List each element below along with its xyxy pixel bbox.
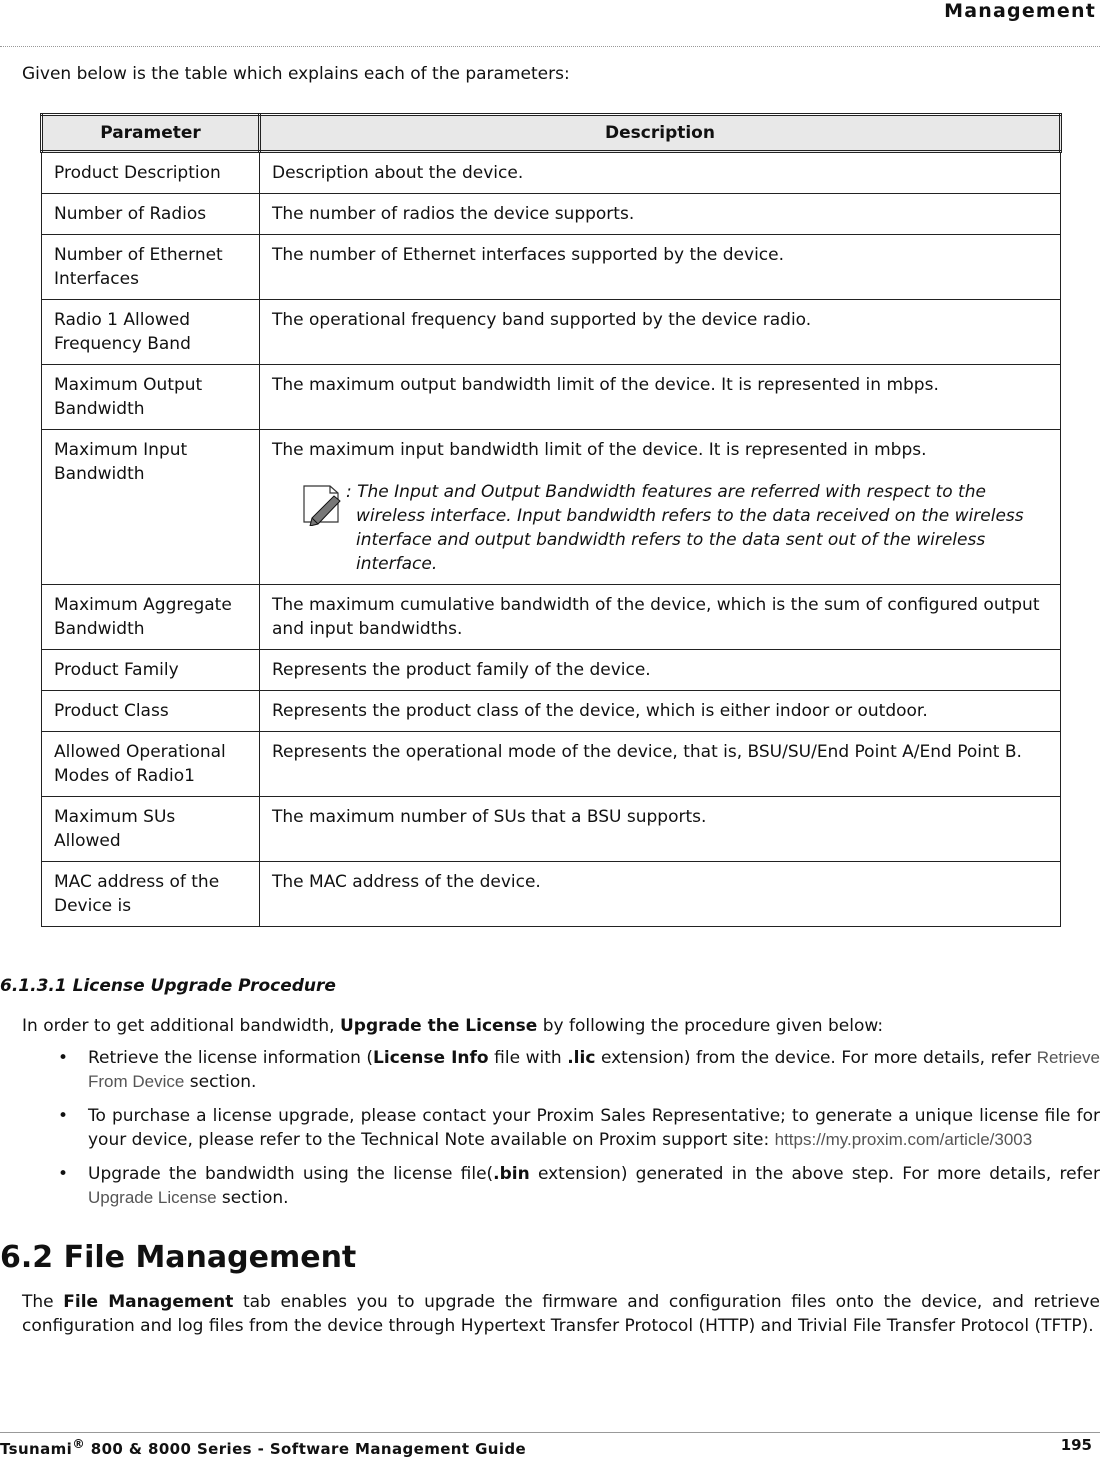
desc-cell: The maximum output bandwidth limit of the device. It is represented in mbps. (260, 365, 1061, 430)
item-text: section. (184, 1072, 257, 1092)
desc-cell: The maximum number of SUs that a BSU supports. (260, 797, 1061, 862)
item-text: To purchase a license upgrade, please contact your Proxim Sales Representative; to generate a unique license file for your device, please refer to the Technical Note available on Proxim support site: (88, 1106, 1100, 1150)
desc-cell: The maximum cumulative bandwidth of the device, which is the sum of configured output and input bandwidths. (260, 585, 1061, 650)
desc-cell: Represents the operational mode of the device, that is, BSU/SU/End Point A/End Point B. (260, 732, 1061, 797)
footer-title (0, 1436, 526, 1458)
para-text: tab enables you to upgrade the firmware and configuration files onto the device, and retrieve configuration and log files from the device through Hypertext Transfer Protocol (HTTP) and Trivial File Transfer Protocol (TFTP). (22, 1292, 1100, 1336)
param-cell: Radio 1 Allowed Frequency Band (42, 300, 260, 365)
table-row (42, 650, 1061, 691)
section-intro (22, 1016, 883, 1036)
item-text: extension) from the device. For more details, refer (595, 1048, 1037, 1068)
intro-bold-part: Upgrade the License (340, 1016, 538, 1036)
retrieve-from-device-link[interactable]: Retrieve From Device (88, 1048, 1100, 1091)
note-block (272, 480, 1048, 576)
table-header-row (42, 115, 1061, 152)
item-bold: License Info (373, 1048, 489, 1068)
footer-rule (0, 1432, 1100, 1433)
desc-cell: Represents the product family of the device. (260, 650, 1061, 691)
bullet: • (58, 1106, 69, 1126)
file-management-paragraph (22, 1290, 1100, 1338)
parameters-table (40, 113, 1062, 927)
desc-cell (260, 430, 1061, 585)
desc-text: The maximum input bandwidth limit of the device. It is represented in mbps. (272, 440, 927, 460)
column-header-parameter: Parameter (42, 115, 260, 152)
desc-cell: The number of radios the device supports. (260, 194, 1061, 235)
param-cell: Maximum SUs Allowed (42, 797, 260, 862)
desc-cell: The operational frequency band supported by the device radio. (260, 300, 1061, 365)
list-item (22, 1046, 1100, 1094)
param-cell: Product Class (42, 691, 260, 732)
item-bold: .lic (567, 1048, 596, 1068)
item-text: extension) generated in the above step. For more details, refer (529, 1164, 1100, 1184)
param-cell: Maximum Output Bandwidth (42, 365, 260, 430)
page-number: 195 (1060, 1436, 1092, 1454)
desc-cell: Represents the product class of the device, which is either indoor or outdoor. (260, 691, 1061, 732)
upgrade-license-link[interactable]: Upgrade License (88, 1188, 217, 1207)
table-row (42, 585, 1061, 650)
list-item (22, 1162, 1100, 1210)
bullet: • (58, 1048, 69, 1068)
table-row (42, 152, 1061, 194)
item-text: file with (488, 1048, 568, 1068)
file-management-heading: 6.2 File Management (0, 1240, 357, 1275)
column-header-description: Description (260, 115, 1061, 152)
table-row (42, 300, 1061, 365)
para-text: The (22, 1292, 64, 1312)
table-row (42, 732, 1061, 797)
note-text: : The Input and Output Bandwidth features are referred with respect to the wireless interface. Input bandwidth refers to the data received on the wireless interface and output bandwidth refers to the data sent out of the wireless interface. (346, 482, 1024, 574)
table-row (42, 862, 1061, 927)
param-cell: MAC address of the Device is (42, 862, 260, 927)
procedure-list (22, 1046, 1100, 1220)
note-pencil-icon (296, 482, 344, 526)
intro-text-part: In order to get additional bandwidth, (22, 1016, 340, 1036)
param-cell: Product Description (42, 152, 260, 194)
table-row (42, 194, 1061, 235)
table-row (42, 235, 1061, 300)
footer-brand: Tsunami (0, 1440, 73, 1458)
proxim-support-link[interactable]: https://my.proxim.com/article/3003 (774, 1130, 1033, 1149)
param-cell: Allowed Operational Modes of Radio1 (42, 732, 260, 797)
table-row (42, 691, 1061, 732)
bullet: • (58, 1164, 69, 1184)
item-text: section. (216, 1188, 289, 1208)
registered-mark: ® (72, 1436, 86, 1451)
table-row (42, 797, 1061, 862)
item-text: Upgrade the bandwidth using the license file( (88, 1164, 494, 1184)
table-row (42, 365, 1061, 430)
item-text: Retrieve the license information ( (88, 1048, 374, 1068)
desc-cell: The MAC address of the device. (260, 862, 1061, 927)
param-cell: Maximum Input Bandwidth (42, 430, 260, 585)
item-bold: .bin (493, 1164, 530, 1184)
section-title: 6.1.3.1 License Upgrade Procedure (0, 976, 336, 996)
para-bold: File Management (63, 1292, 234, 1312)
running-header: Management (944, 0, 1096, 22)
param-cell: Number of Ethernet Interfaces (42, 235, 260, 300)
desc-cell: Description about the device. (260, 152, 1061, 194)
table-row (42, 430, 1061, 585)
intro-text: Given below is the table which explains each of the parameters: (22, 64, 570, 84)
param-cell: Number of Radios (42, 194, 260, 235)
list-item (22, 1104, 1100, 1152)
param-cell: Product Family (42, 650, 260, 691)
footer-guide-name: 800 & 8000 Series - Software Management Guide (85, 1440, 527, 1458)
intro-text-part: by following the procedure given below: (537, 1016, 884, 1036)
header-rule (0, 46, 1100, 47)
param-cell: Maximum Aggregate Bandwidth (42, 585, 260, 650)
desc-cell: The number of Ethernet interfaces supported by the device. (260, 235, 1061, 300)
